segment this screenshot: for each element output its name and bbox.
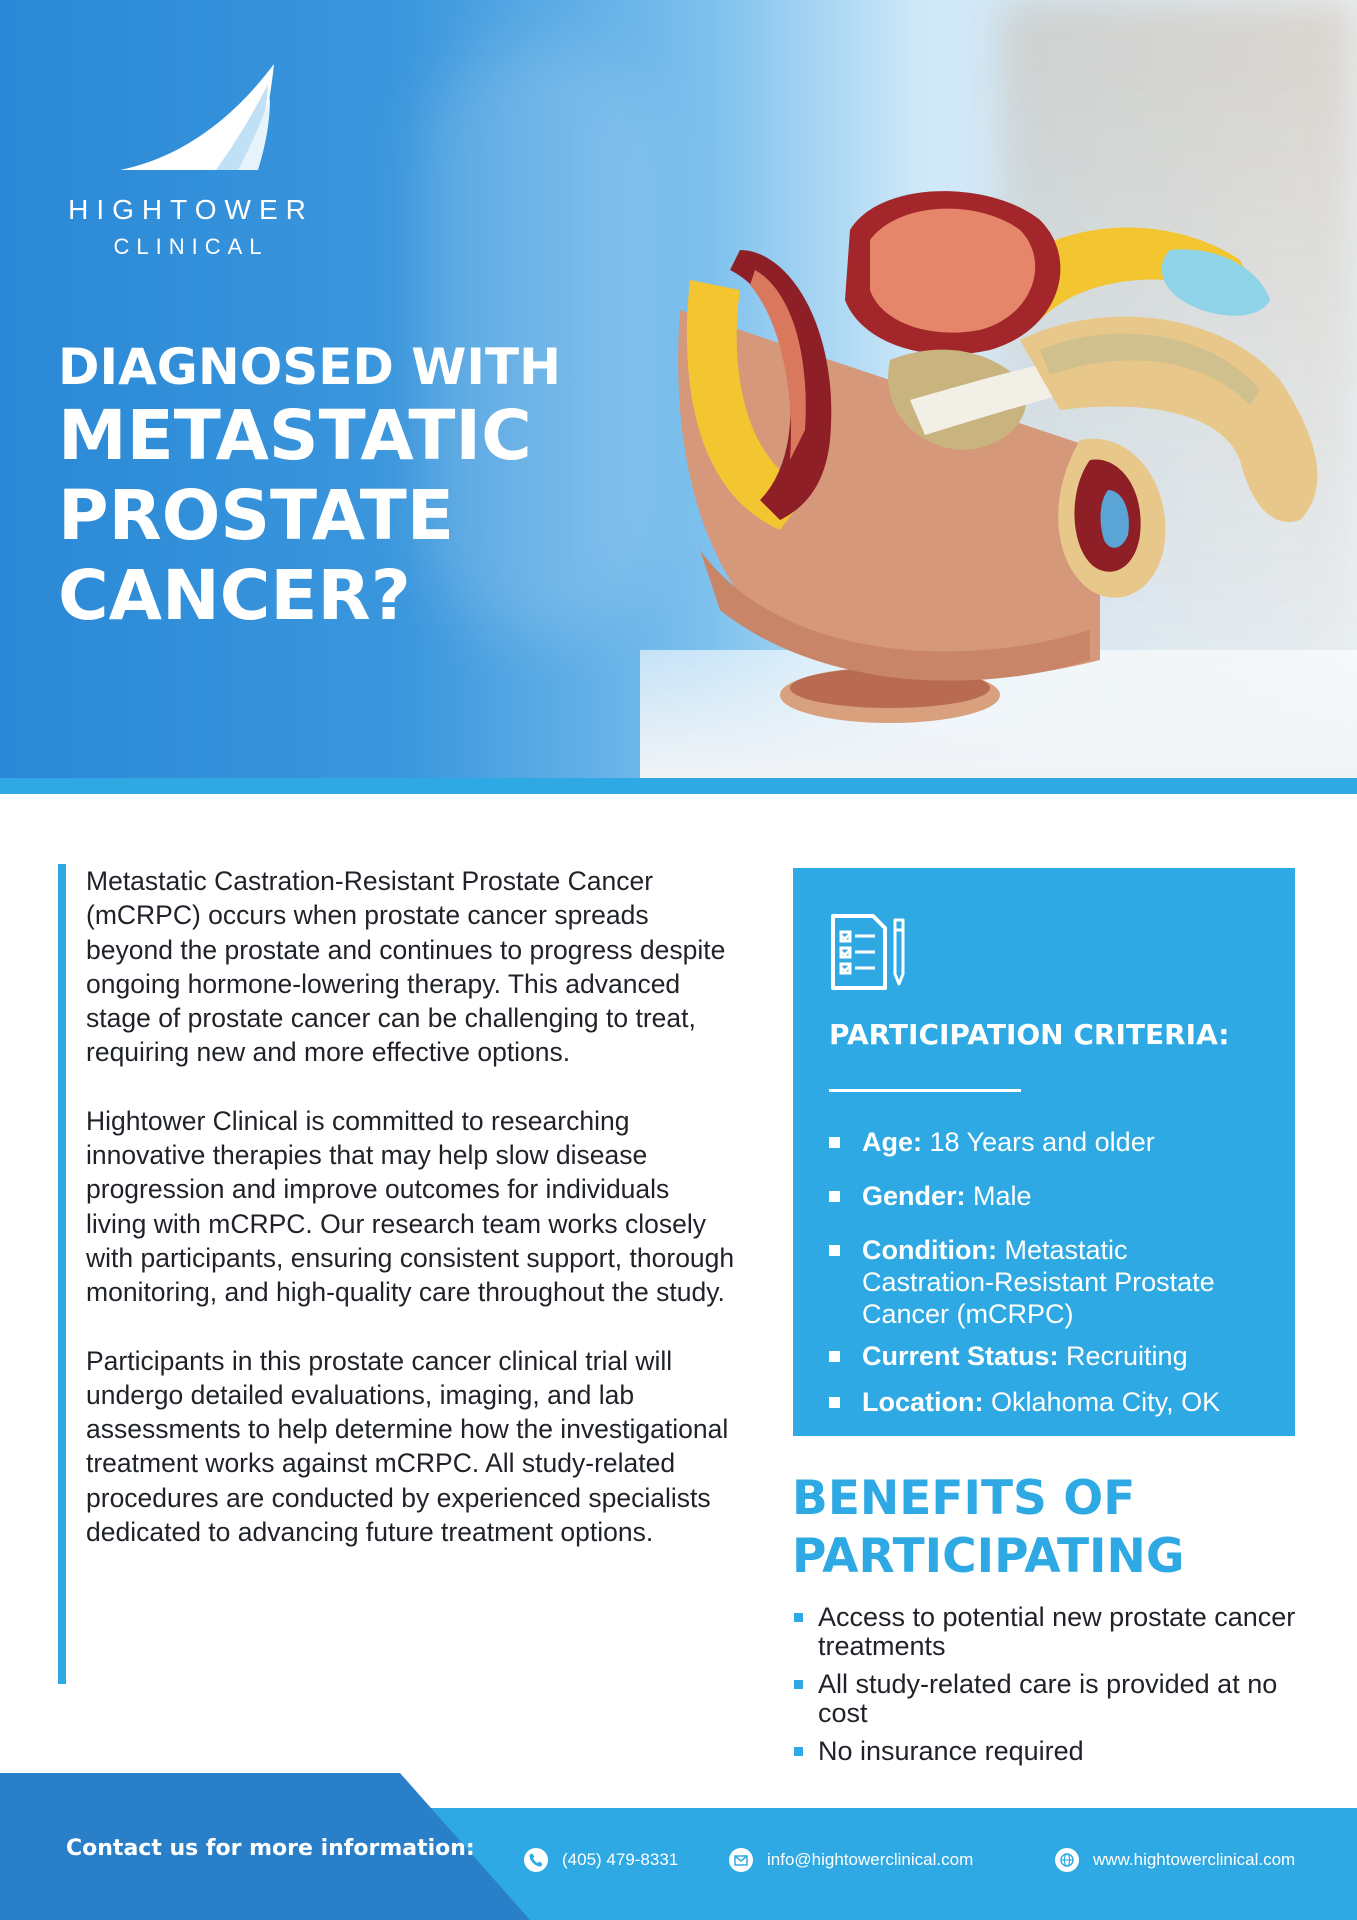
benefit-item: No insurance required xyxy=(792,1737,1312,1766)
email-icon xyxy=(729,1848,753,1872)
globe-icon xyxy=(1055,1848,1079,1872)
criteria-label: Gender: xyxy=(862,1181,966,1211)
benefit-item: Access to potential new prostate cancer treatments xyxy=(792,1603,1312,1661)
criteria-item-gender xyxy=(829,1180,1259,1212)
criteria-label: Current Status: xyxy=(862,1341,1059,1371)
hero-title-line: DIAGNOSED WITH xyxy=(58,338,561,396)
hero-title-line: METASTATIC xyxy=(58,396,532,476)
logo-mark-icon xyxy=(120,62,280,172)
benefits-list xyxy=(792,1603,1312,1775)
contact-phone-text[interactable]: (405) 479-8331 xyxy=(562,1850,679,1869)
participation-criteria-panel xyxy=(793,868,1295,1436)
brand-name: HIGHTOWER xyxy=(68,194,314,225)
contact-label: Contact us for more information: xyxy=(66,1836,475,1861)
brand-logo xyxy=(56,62,326,262)
criteria-label: Condition: xyxy=(862,1235,997,1265)
description-paragraph: Participants in this prostate cancer clinical trial will undergo detailed evaluations, imaging, and lab assessments to help determine how the investigational treatment works against mCRPC. All study-related procedures are conducted by experienced specialists dedicated to advancing future treatment options. xyxy=(86,1345,729,1548)
hero-title-line: PROSTATE xyxy=(58,476,455,556)
criteria-label: Age: xyxy=(862,1127,922,1157)
contact-email[interactable] xyxy=(729,1848,973,1872)
criteria-item-age xyxy=(829,1126,1259,1158)
benefits-title-line: BENEFITS OF xyxy=(792,1471,1136,1526)
criteria-value: Metastatic Castration-Resistant Prostate Cancer (mCRPC) xyxy=(862,1235,1215,1329)
phone-icon xyxy=(524,1848,548,1872)
hero-banner xyxy=(0,0,1357,778)
criteria-list xyxy=(829,1126,1259,1418)
description-paragraph: Hightower Clinical is committed to researching innovative therapies that may help slow disease progression and improve outcomes for individuals living with mCRPC. Our research team works closely with participants, ensuring consistent support, thorough monitoring, and high-quality care throughout the study. xyxy=(86,1105,735,1308)
criteria-item-condition xyxy=(829,1234,1259,1330)
contact-phone[interactable] xyxy=(524,1848,678,1872)
criteria-value: Recruiting xyxy=(1066,1341,1188,1371)
criteria-divider xyxy=(829,1089,1021,1092)
criteria-item-location xyxy=(829,1386,1259,1418)
criteria-label: Location: xyxy=(862,1387,984,1417)
clipboard-checklist-icon xyxy=(829,912,909,992)
contact-email-text[interactable]: info@hightowerclinical.com xyxy=(767,1850,974,1869)
hero-title-line: CANCER? xyxy=(58,556,411,636)
benefit-item: All study-related care is provided at no cost xyxy=(792,1670,1312,1728)
criteria-title: PARTICIPATION CRITERIA: xyxy=(829,1018,1230,1051)
description-paragraph: Metastatic Castration-Resistant Prostate Cancer (mCRPC) occurs when prostate cancer spreads beyond the prostate and continues to progress despite ongoing hormone-lowering therapy. This advanced stage of prostate cancer can be challenging to treat, requiring new and more effective options. xyxy=(86,866,726,1068)
criteria-item-status xyxy=(829,1340,1259,1372)
benefits-heading xyxy=(792,1470,1312,1586)
contact-website-text[interactable]: www.hightowerclinical.com xyxy=(1093,1850,1296,1869)
criteria-value: 18 Years and older xyxy=(929,1127,1155,1157)
benefits-title-line: PARTICIPATING xyxy=(792,1529,1185,1584)
hero-headline xyxy=(58,338,618,636)
criteria-value: Male xyxy=(973,1181,1032,1211)
brand-subtitle: CLINICAL xyxy=(113,234,269,259)
contact-website[interactable] xyxy=(1055,1848,1295,1872)
hero-accent-bar xyxy=(0,778,1357,794)
description-column xyxy=(58,864,738,1684)
anatomical-model-image xyxy=(660,190,1340,750)
criteria-value: Oklahoma City, OK xyxy=(991,1387,1221,1417)
